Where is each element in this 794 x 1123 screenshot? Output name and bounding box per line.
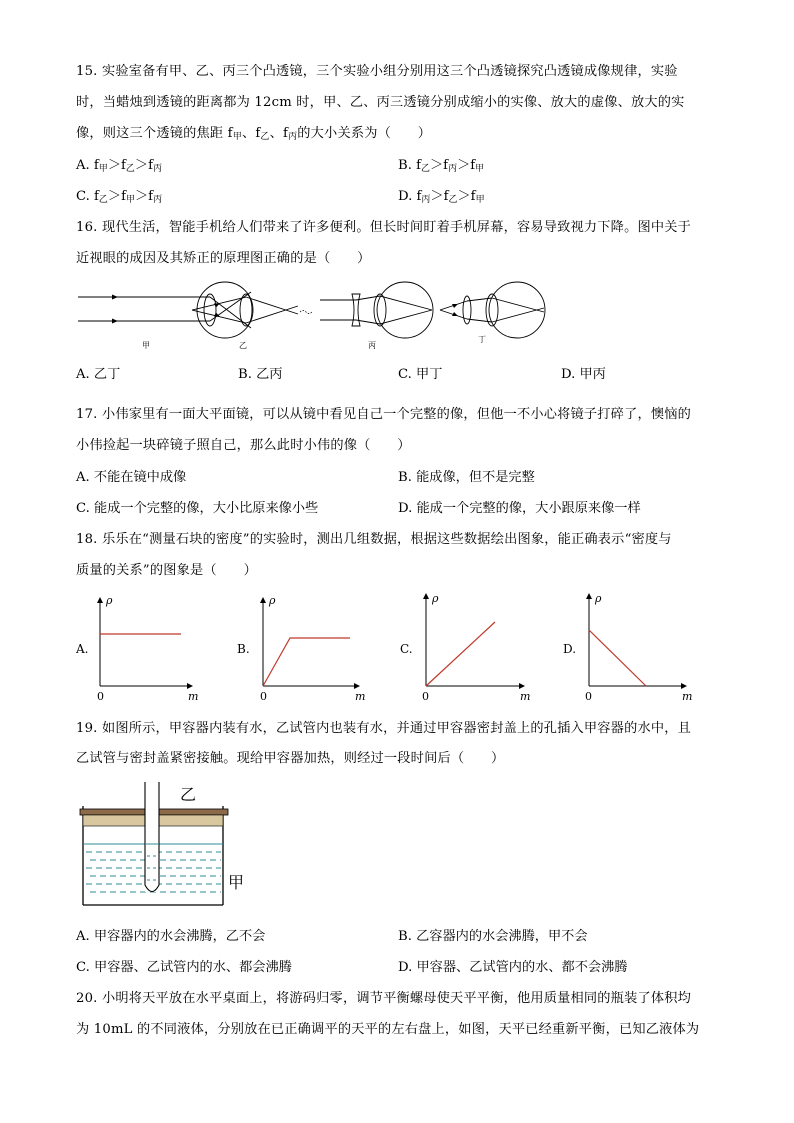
q19-option-a[interactable]: A. 甲容器内的水会沸腾，乙不会 bbox=[76, 929, 266, 944]
graph-a bbox=[75, 594, 198, 703]
q16-option-c[interactable]: C. 甲丁 bbox=[398, 367, 443, 382]
q20-line-2: 为 10mL 的不同液体，分别放在已正确调平的天平的左右盘上，如图，天平已经重新平衡，已知乙液体为 bbox=[76, 1022, 700, 1037]
graph-d-x-axis: m bbox=[682, 690, 693, 703]
q17-option-d[interactable]: D. 能成一个完整的像，大小跟原来像一样 bbox=[398, 501, 641, 516]
graph-b-origin: 0 bbox=[260, 690, 267, 703]
q20-line-1: 20. 小明将天平放在水平桌面上，将游码归零，调节平衡螺母使天平平衡，他用质量相同的瓶装了体积均 bbox=[76, 991, 692, 1006]
graph-b-line bbox=[263, 638, 350, 686]
fig-label-ding: 丁 bbox=[478, 335, 486, 344]
graph-a-origin: 0 bbox=[97, 690, 104, 703]
q17-option-b[interactable]: B. 能成像，但不是完整 bbox=[398, 470, 535, 485]
graph-d-origin: 0 bbox=[585, 690, 592, 703]
graph-b bbox=[237, 594, 365, 703]
graph-b-x-axis: m bbox=[355, 690, 366, 703]
q15-option-b[interactable]: B. $f_乙>f_丙>f_甲$ bbox=[398, 158, 485, 174]
graph-b-y-axis: ρ bbox=[269, 594, 276, 607]
graph-c-y-axis: ρ bbox=[432, 592, 439, 605]
q18-line-2: 质量的关系”的图象是（ ） bbox=[76, 563, 257, 578]
q18-line-1: 18. 乐乐在“测量石块的密度”的实验时，测出几组数据，根据这些数据绘出图象，能正确表示“密度与 bbox=[76, 532, 672, 547]
q19-line-2: 乙试管与密封盖紧密接触。现给甲容器加热，则经过一段时间后（ ） bbox=[76, 751, 505, 766]
q19-option-c[interactable]: C. 甲容器、乙试管内的水、都会沸腾 bbox=[76, 960, 292, 975]
graph-a-y-axis: ρ bbox=[106, 594, 113, 607]
eye-diagram-bing bbox=[320, 282, 433, 350]
eye-diagram-yi-clean bbox=[192, 294, 312, 350]
container-label: 甲 bbox=[228, 873, 245, 892]
q15-line-2: 时，当蜡烛到透镜的距离都为 12cm 时，甲、乙、丙三透镜分别成缩小的实像、放大的虚像、放大的实 bbox=[76, 95, 685, 110]
q19-line-1: 19. 如图所示，甲容器内装有水，乙试管内也装有水，并通过甲容器密封盖上的孔插入甲容器的水中，且 bbox=[76, 721, 692, 736]
graph-c bbox=[400, 592, 530, 703]
q19-option-d[interactable]: D. 甲容器、乙试管内的水、都不会沸腾 bbox=[398, 960, 628, 975]
container-tube-figure bbox=[76, 780, 256, 910]
q15-option-c[interactable]: C. $f_乙>f_甲>f_丙$ bbox=[76, 189, 163, 205]
density-graphs-figure bbox=[70, 588, 710, 706]
q15-option-d[interactable]: D. $f_丙>f_乙>f_甲$ bbox=[398, 189, 485, 205]
eye-diagrams-clean bbox=[70, 280, 550, 355]
q17-line-2: 小伟捡起一块碎镜子照自己，那么此时小伟的像（ ） bbox=[76, 438, 411, 453]
q17-line-1: 17. 小伟家里有一面大平面镜，可以从镜中看见自己一个完整的像，但他一不小心将镜子打碎了，懊恼的 bbox=[76, 407, 692, 422]
graph-a-x-axis: m bbox=[188, 690, 199, 703]
q19-option-b[interactable]: B. 乙容器内的水会沸腾，甲不会 bbox=[398, 929, 588, 944]
q15-option-a[interactable]: A. $f_甲>f_乙>f_丙$ bbox=[76, 158, 162, 174]
graph-c-label: C. bbox=[400, 642, 413, 656]
q16-option-d[interactable]: D. 甲丙 bbox=[561, 367, 606, 382]
q16-line-2: 近视眼的成因及其矫正的原理图正确的是（ ） bbox=[76, 251, 371, 266]
graph-c-origin: 0 bbox=[422, 690, 429, 703]
fig-label-bing: 丙 bbox=[368, 341, 376, 350]
fig-label-jia: 甲 bbox=[142, 341, 150, 350]
graph-d bbox=[563, 592, 692, 703]
q16-option-a[interactable]: A. 乙丁 bbox=[76, 367, 121, 382]
graph-c-x-axis: m bbox=[520, 690, 531, 703]
tube-label: 乙 bbox=[180, 785, 197, 804]
fig-label-yi: 乙 bbox=[239, 341, 247, 350]
q15-line-3: 像，则这三个透镜的焦距 $f_甲$、$f_乙$、$f_丙$的大小关系为（ ） bbox=[76, 126, 432, 142]
q17-option-a[interactable]: A. 不能在镜中成像 bbox=[76, 470, 187, 485]
graph-d-y-axis: ρ bbox=[595, 592, 602, 605]
q16-line-1: 16. 现代生活，智能手机给人们带来了许多便利。但长时间盯着手机屏幕，容易导致视力下降。图中关于 bbox=[76, 220, 692, 235]
graph-c-line bbox=[426, 622, 495, 686]
graph-d-line bbox=[589, 630, 646, 686]
q16-option-b[interactable]: B. 乙丙 bbox=[238, 367, 283, 382]
eye-diagram-ding bbox=[440, 282, 545, 344]
q15-line-1: 15. 实验室备有甲、乙、丙三个凸透镜，三个实验小组分别用这三个凸透镜探究凸透镜成像规律，实验 bbox=[76, 64, 678, 79]
graph-a-label: A. bbox=[76, 642, 89, 656]
graph-b-label: B. bbox=[237, 642, 250, 656]
graph-d-label: D. bbox=[563, 642, 577, 656]
q17-option-c[interactable]: C. 能成一个完整的像，大小比原来像小些 bbox=[76, 501, 319, 516]
